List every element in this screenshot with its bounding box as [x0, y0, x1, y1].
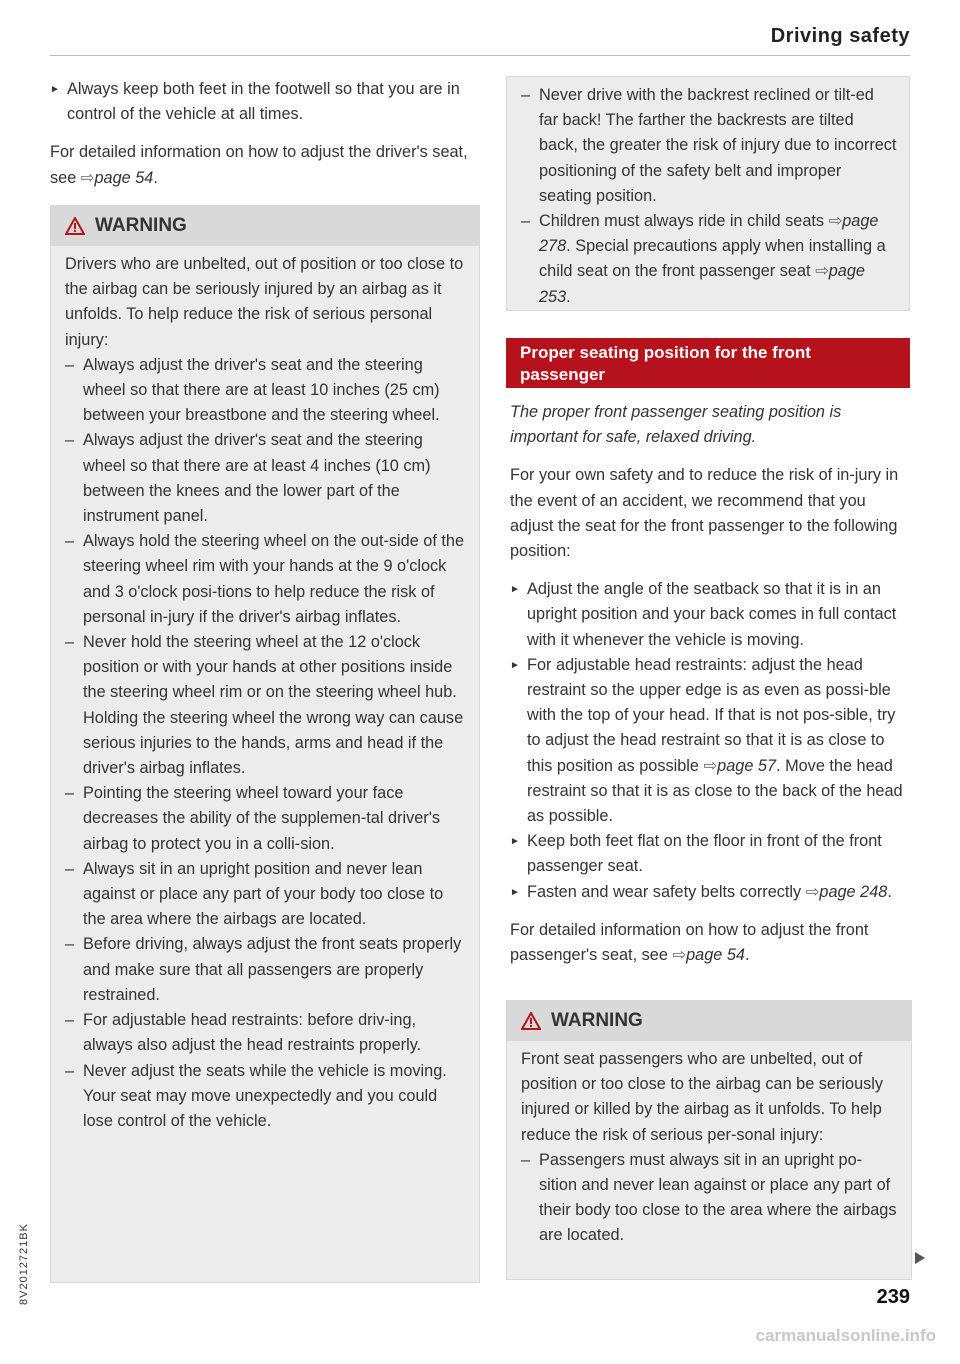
detail-paragraph: For detailed information on how to adjust the front passenger's seat, see ⇨page 54. — [510, 920, 869, 965]
ref-arrow-icon: ⇨ — [805, 882, 820, 901]
bullet-text: . Move the head restraint so that it is as close to the back of the head as possible. — [527, 756, 903, 826]
ref-arrow-icon: ⇨ — [828, 212, 843, 231]
page-header-title: Driving safety — [770, 25, 910, 47]
continued-item-text: . Special precautions apply when installing a child seat on the front passenger seat — [539, 237, 886, 281]
warning-item: – Never hold the steering wheel at the 12 o'clock position or with your hands at other positions inside the steering wheel rim or on the steering wheel hub. Holding the steering wheel the wrong way can cause serious injuries to the hands, arms and head if the driver's airbag inflates. — [65, 630, 467, 781]
page-link[interactable]: page 278 — [539, 212, 879, 256]
section-paragraph: For your own safety and to reduce the risk of in-jury in the event of an accident, we recommend that you adjust the seat for the front passenger to the following position: — [510, 466, 899, 561]
ref-arrow-icon: ⇨ — [672, 946, 687, 965]
warning-item: – Passengers must always sit in an upright po-sition and never lean against or place any part of their body too close to the area where the airbags are located. — [521, 1148, 899, 1249]
intro-bullet: ► Always keep both feet in the footwell so that you are in control of the vehicle at all times. — [50, 77, 475, 127]
page-link[interactable]: page 248 — [819, 882, 888, 901]
right-column — [510, 400, 910, 968]
warning-header — [51, 206, 479, 246]
warning-item: – Always adjust the driver's seat and the steering wheel so that there are at least 4 inches (10 cm) between the knees and the lower part of the instrument panel. — [65, 428, 467, 529]
warning-intro: Drivers who are unbelted, out of position or too close to the airbag can be seriously injured by an airbag as it unfolds. To help reduce the risk of serious personal injury: — [65, 255, 464, 349]
section-intro: The proper front passenger seating position is important for safe, relaxed driving. — [510, 403, 842, 447]
warning-item: – Pointing the steering wheel toward your face decreases the ability of the supplemen-tal driver's airbag to protect you in a colli-sion. — [65, 781, 467, 857]
page-link[interactable]: page 54 — [686, 946, 745, 965]
detail-text: For detailed information on how to adjust the front passenger's seat, see — [510, 920, 869, 965]
bullet-text: For adjustable head restraints: adjust the head restraint so the upper edge is as even as possi-ble with the top of your head. If that is not pos-sible, try to adjust the head restraint so that it is as close to this position as possible — [527, 655, 896, 775]
warning-item: – Always adjust the driver's seat and the steering wheel so that there are at least 10 inches (25 cm) between your breastbone and the steering wheel. — [65, 353, 467, 429]
warning-item: – Always sit in an upright position and never lean against or place any part of your body too close to the area where the airbags are located. — [65, 857, 467, 933]
page-number: 239 — [876, 1286, 910, 1308]
warning-title: WARNING — [95, 215, 187, 237]
continued-item-text: Children must always ride in child seats — [539, 212, 825, 231]
ref-arrow-icon: ⇨ — [703, 756, 718, 775]
continue-arrow-icon — [915, 1252, 925, 1264]
page-link[interactable]: page 54 — [94, 168, 154, 187]
warning-item: – For adjustable head restraints: before driv-ing, always also adjust the head restraints properly. — [65, 1008, 467, 1058]
warning-body — [51, 246, 479, 1134]
section-title: Proper seating position for the front passenger — [506, 338, 910, 388]
warning-triangle-icon — [65, 217, 85, 235]
continued-warning-box — [506, 76, 910, 311]
warning-item: – Never adjust the seats while the vehicle is moving. Your seat may move unexpectedly and you could lose control of the vehicle. — [65, 1059, 467, 1135]
warning-item: – Always hold the steering wheel on the out-side of the steering wheel rim with your hands at the 9 o'clock and 3 o'clock posi-tions to help reduce the risk of personal in-jury if the driver's airbag inflates. — [65, 529, 467, 630]
driver-warning-box — [50, 205, 480, 1283]
document-code: 8V2012721BK — [18, 1223, 30, 1305]
left-column — [50, 77, 475, 191]
warning-item: – Before driving, always adjust the front seats properly and make sure that all passengers are properly restrained. — [65, 932, 467, 1008]
ref-arrow-icon: ⇨ — [80, 168, 95, 187]
bullet-text: Fasten and wear safety belts correctly — [527, 882, 802, 901]
warning-title: WARNING — [551, 1010, 643, 1032]
page-link[interactable]: page 253 — [539, 262, 865, 306]
ref-arrow-icon: ⇨ — [815, 262, 829, 281]
instruction-bullet — [510, 653, 910, 829]
warning-header — [507, 1001, 911, 1041]
continued-item: – Never drive with the backrest reclined or tilt-ed far back! The farther the backrests are tilted back, the greater the risk of injury due to incorrect positioning of the safety belt and improper seating position. — [521, 83, 897, 209]
instruction-bullet: ► Fasten and wear safety belts correctly ⇨page 248. — [510, 880, 910, 905]
detail-text: For detailed information on how to adjust the driver's seat, see — [50, 143, 468, 187]
continued-item: – Children must always ride in child seats ⇨page 278. Special precautions apply when installing a child seat on the front passenger seat ⇨page 253. — [521, 209, 897, 310]
instruction-bullet: ► Adjust the angle of the seatback so that it is in an upright position and your back comes in full contact with it whenever the vehicle is moving. — [510, 577, 910, 653]
warning-triangle-icon — [521, 1012, 541, 1030]
instruction-bullet: ► Keep both feet flat on the floor in front of the front passenger seat. — [510, 829, 910, 879]
warning-body — [507, 1041, 911, 1249]
warning-intro: Front seat passengers who are unbelted, out of position or too close to the airbag can be seriously injured or killed by the airbag as it unfolds. To help reduce the risk of serious per-sonal injury: — [521, 1050, 884, 1144]
watermark: carmanualsonline.info — [755, 1326, 936, 1345]
page-link[interactable]: page 57 — [717, 756, 777, 775]
detail-paragraph: For detailed information on how to adjust the driver's seat, see ⇨page 54. — [50, 143, 468, 187]
passenger-warning-box — [506, 1000, 912, 1280]
header-divider — [50, 55, 910, 56]
